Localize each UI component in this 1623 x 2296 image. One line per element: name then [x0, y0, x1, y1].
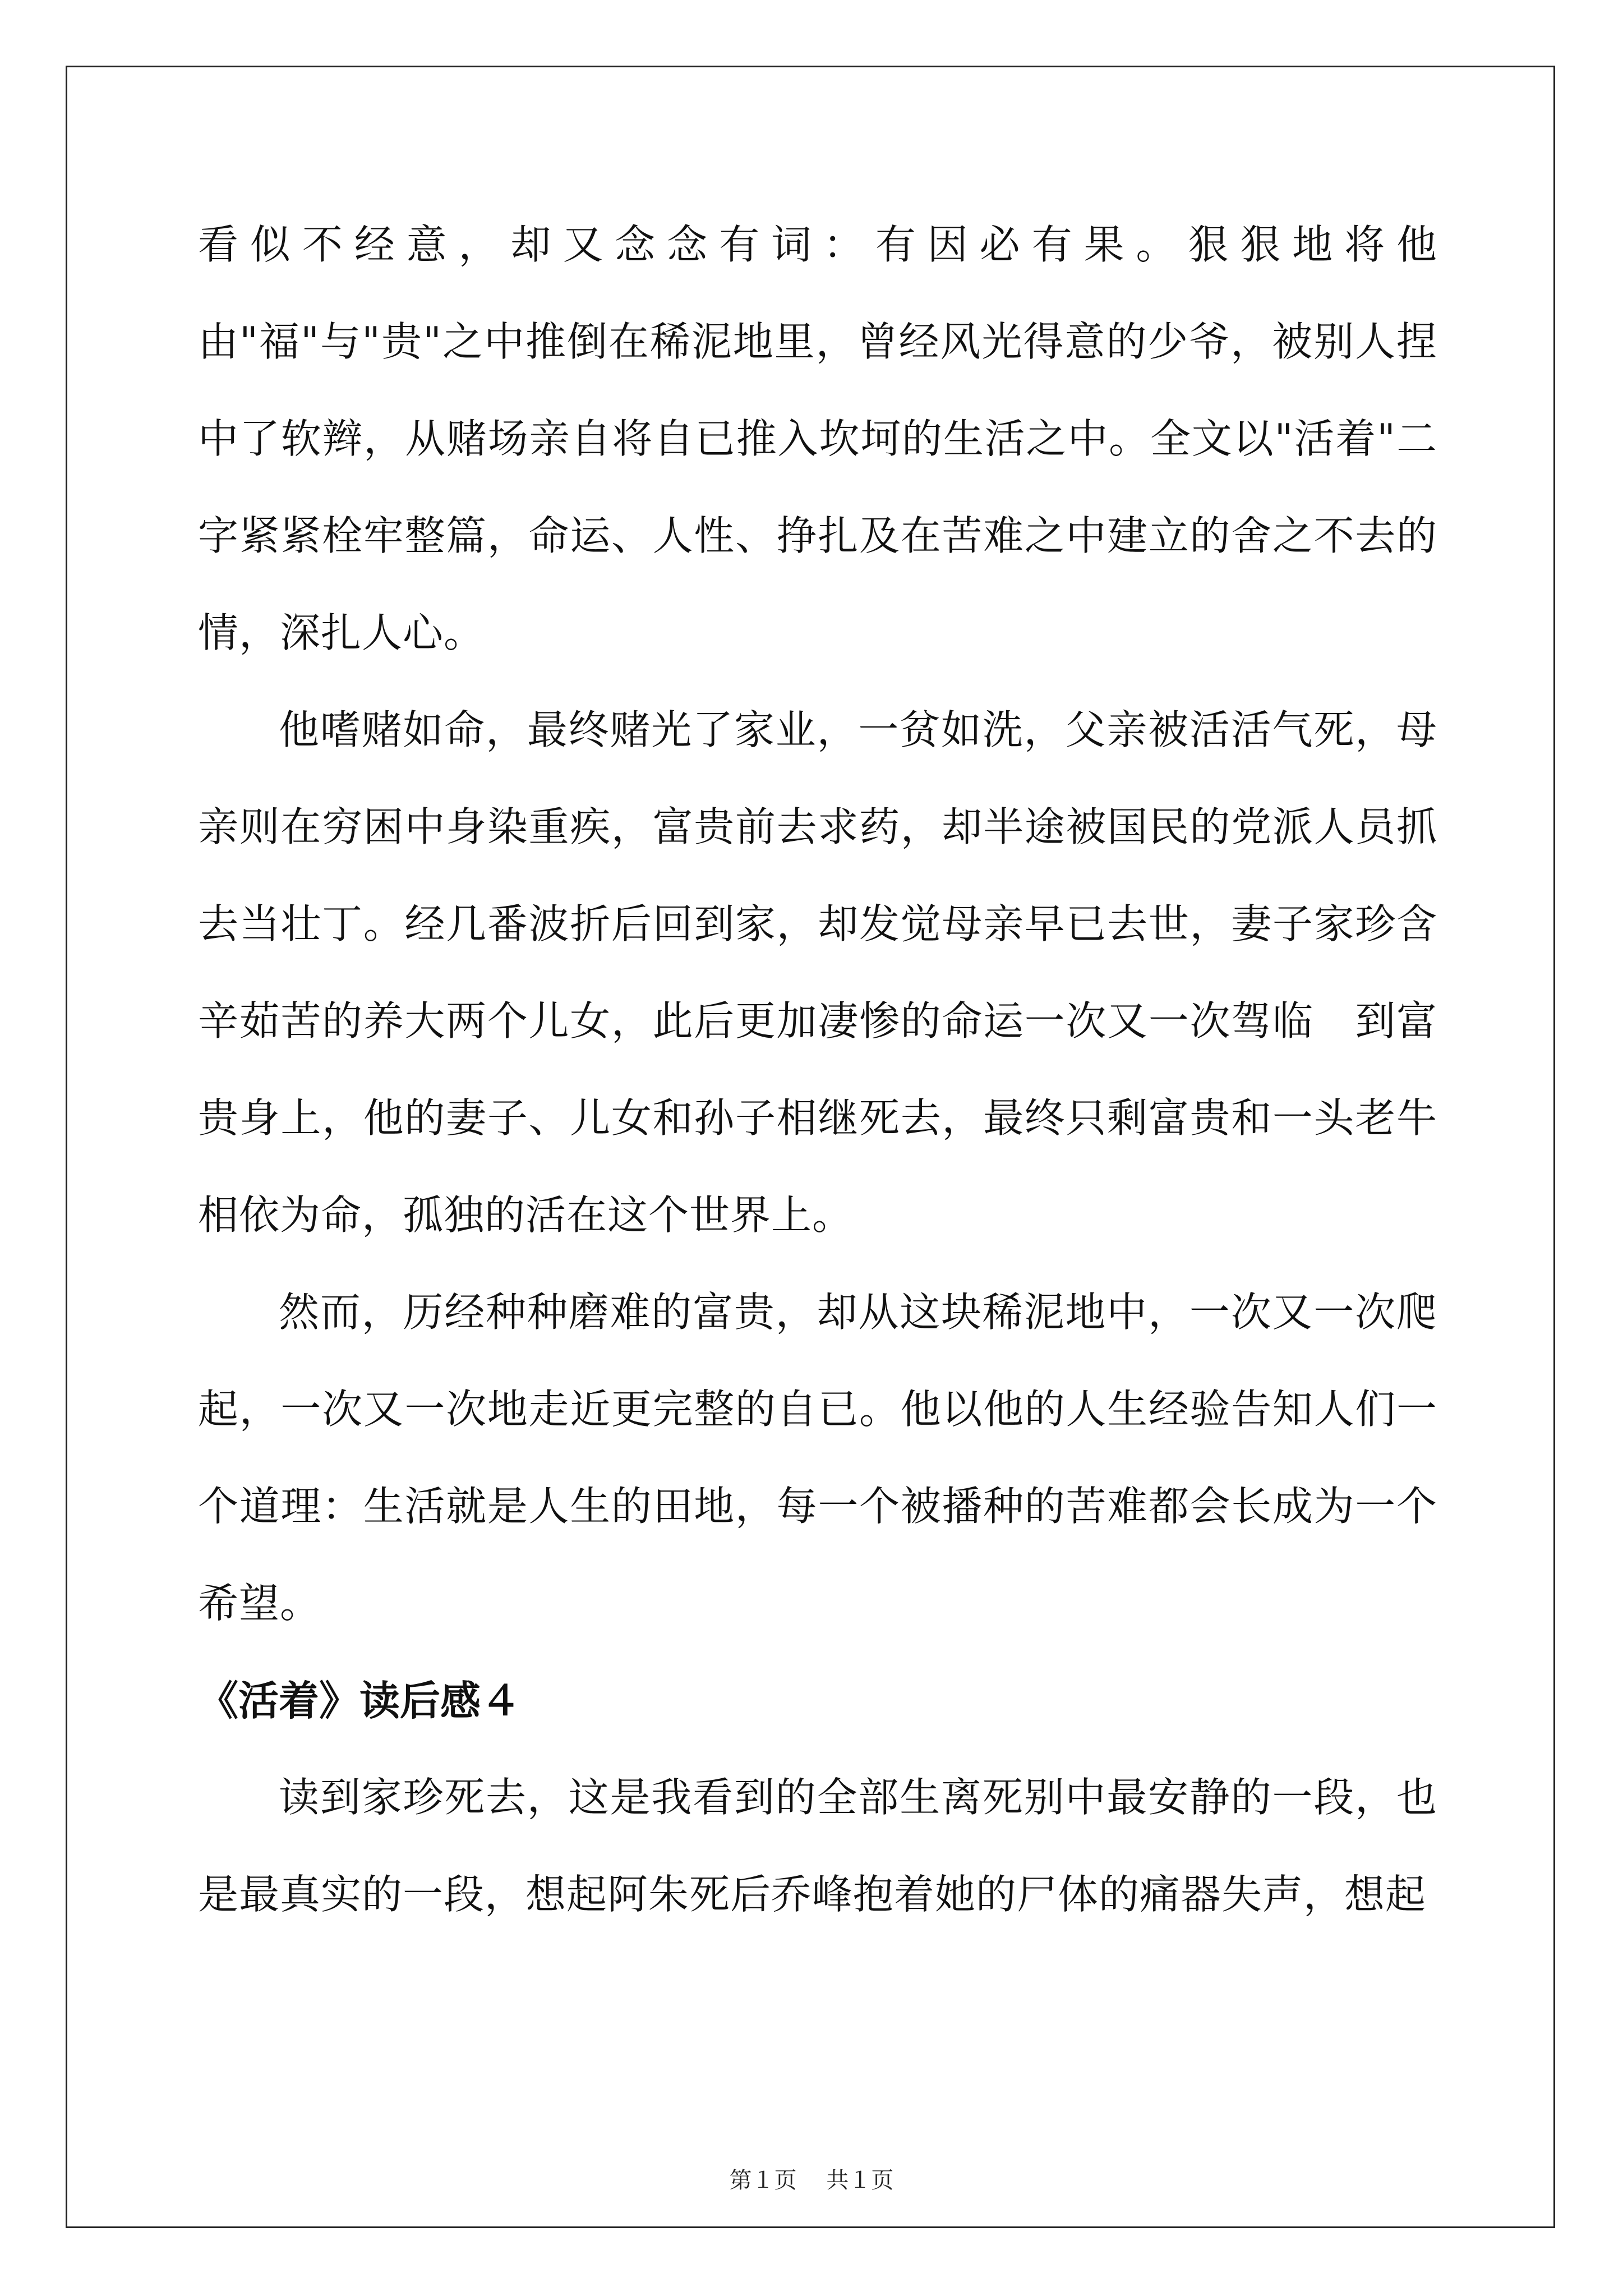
paragraph-4: 读到家珍死去，这是我看到的全部生离死别中最安静的一段，也是最真实的一段，想起阿朱死后乔峰抱着她的尸体的痛器失声，想起 [198, 1774, 1437, 1918]
document-body [198, 196, 1437, 1943]
page-total: 共１页 [826, 2168, 894, 2193]
paragraph-2: 他嗜赌如命，最终赌光了家业，一贫如洗，父亲被活活气死，母亲则在穷困中身染重疾，富贵前去求药，却半途被国民的党派人员抓去当壮丁。经几番波折后回到家，却发觉母亲早已去世，妻子家珍含辛茹苦的养大两个儿女，此后更加凄惨的命运一次又一次驾临 到富贵身上，他的妻子、儿女和孙子相继死去，最终只剩富贵和一头老牛相依为命，孤独的活在这个世界上。 [198, 706, 1437, 1239]
paragraph-3: 然而，历经种种磨难的富贵，却从这块稀泥地中，一次又一次爬起，一次又一次地走近更完整的自已。他以他的人生经验告知人们一个道理：生活就是人生的田地，每一个被播种的苦难都会长成为一个希望。 [198, 1289, 1437, 1627]
page-number: 第１页 [729, 2168, 797, 2193]
paragraph-1: 看似不经意，却又念念有词：有因必有果。狠狠地将他由"福"与"贵"之中推倒在稀泥地里，曾经风光得意的少爷，被别人捏中了软辫，从赌场亲自将自已推入坎坷的生活之中。全文以"活着"二字紧紧栓牢整篇，命运、人性、挣扎及在苦难之中建立的舍之不去的情，深扎人心。 [198, 221, 1437, 656]
page-footer [0, 2162, 1623, 2194]
section-heading: 《活着》读后感４ [198, 1677, 522, 1724]
